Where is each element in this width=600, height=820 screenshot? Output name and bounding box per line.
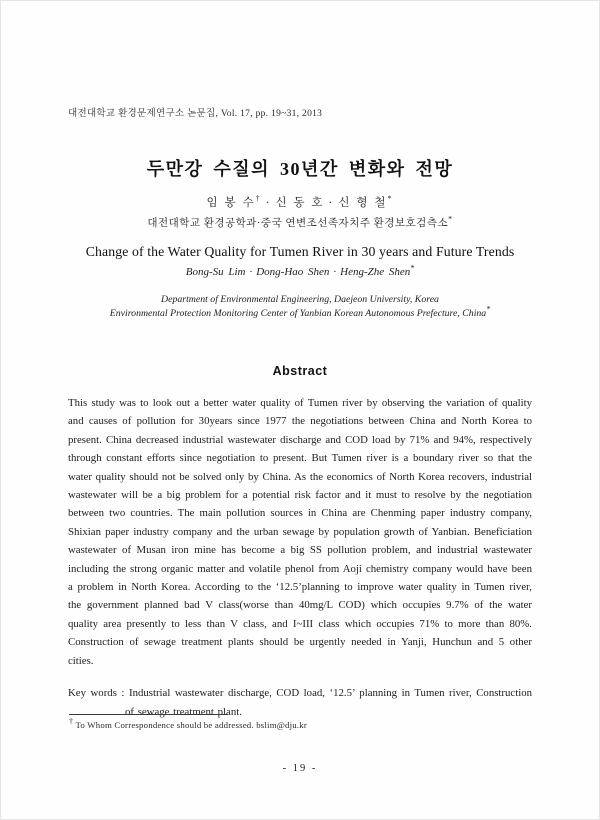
footnote-text: To Whom Correspondence should be addressed. bslim@dju.kr: [75, 720, 308, 730]
author-separator-dot: ·: [333, 266, 337, 278]
paper-title-english: Change of the Water Quality for Tumen River in 30 years and Future Trends: [85, 244, 515, 259]
correspondence-footnote: [69, 717, 308, 730]
affiliation-korean: [68, 215, 532, 230]
authors-korean: [68, 194, 532, 210]
affiliation-asterisk: *: [387, 194, 394, 204]
paper-content-column: [68, 1, 532, 721]
affiliation-english-1: Department of Environmental Engineering, Daejeon University, Korea: [161, 294, 439, 305]
author-name-ko-1: 임 봉 수: [206, 197, 256, 209]
affiliation-asterisk: *: [486, 304, 491, 314]
author-name-en-2: Dong-Hao Shen: [256, 266, 330, 278]
page-number: - 19 -: [282, 763, 318, 774]
author-name-ko-2: 신 동 호: [275, 197, 325, 209]
affiliation-english-2-text: Environmental Protection Monitoring Center of Yanbian Korean Autonomous Prefecture, China: [109, 308, 487, 319]
journal-header: 대전대학교 환경문제연구소 논문집, Vol. 17, pp. 19~31, 2013: [68, 109, 323, 119]
author-name-en-1: Bong-Su Lim: [185, 266, 246, 278]
keywords-line: [68, 684, 532, 721]
corresponding-author-dagger: †: [255, 194, 262, 204]
abstract-heading: Abstract: [272, 364, 328, 378]
author-name-en-3: Heng-Zhe Shen: [340, 266, 411, 278]
author-separator-dot: ·: [265, 197, 272, 209]
affiliation-korean-text: 대전대학교 환경공학과·중국 연변조선족자치주 환경보호검측소: [147, 218, 449, 229]
author-separator-dot: ·: [328, 197, 335, 209]
keywords-text: Industrial wastewater discharge, COD load, ‘12.5’ planning in Tumen river, Construction of sewage treatment plant.: [125, 687, 533, 718]
affiliation-english-2: [68, 304, 532, 319]
author-name-ko-3: 신 형 철: [338, 197, 388, 209]
affiliation-asterisk: *: [448, 214, 453, 224]
paper-title-korean: 두만강 수질의 30년간 변화와 전망: [146, 159, 454, 179]
abstract-text: This study was to look out a better water quality of Tumen river by observing the variation of quality and causes of pollution for 30years since 1977 the negotiations between China and North Korea to present. China decreased industrial wastewater discharge and COD load by 71% and 94%, respectively through constant efforts since negotiation to present. But Tumen river is a boundary river so that the water quality should not be solved only by China. As the economics of North Korea recovers, industrial wastewater will be a big problem for a potential risk factor and it must to resolve by the negotiation between two countries. The main pollution sources in China are Chenming paper industry company, Shixian paper industry company and the urban sewage by population growth of Yanbian. Beneficiation wastewater of Musan iron mine has become a big SS pollution problem, and industrial wastewater including the strong organic matter and volatile phenol from Aoji chemistry company would have been a problem in North Korea. According to the ‘12.5’planning to improve water quality in Tumen river, the government planned bad V class(worse than 40mg/L COD) which occupies 9.7% of the water quality area presently to less than V class, and I~III class which occupies 71% to more than 80%. Construction of sewage treatment plants should be urgently needed in Yanji, Hunchun and 5 other cities.: [68, 397, 532, 667]
footnote-divider: [69, 714, 227, 715]
keywords-label: Key words :: [68, 687, 125, 700]
author-separator-dot: ·: [249, 266, 253, 278]
authors-english: [68, 263, 532, 278]
footnote-dagger: †: [69, 717, 74, 727]
affiliation-asterisk: *: [410, 263, 415, 273]
